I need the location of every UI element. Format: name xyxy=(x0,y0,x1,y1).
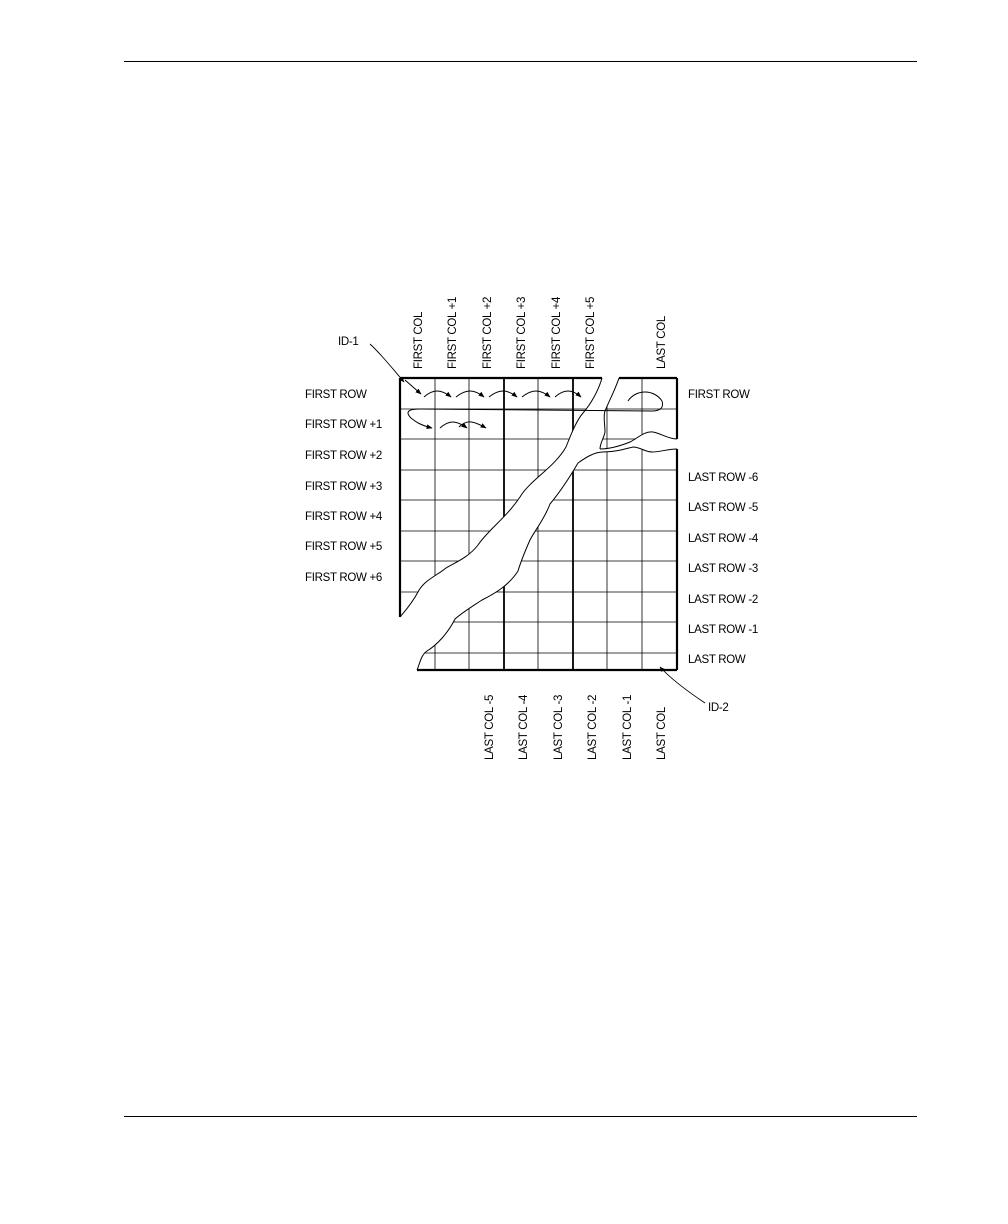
left-row-label-4: FIRST ROW +4 xyxy=(305,511,383,523)
left-row-label-1: FIRST ROW +1 xyxy=(305,419,383,431)
callout-leaders xyxy=(370,344,705,703)
bottom-col-label-2: LAST COL -3 xyxy=(553,694,565,760)
right-row-label-5: LAST ROW -2 xyxy=(688,594,758,606)
right-row-label-2: LAST ROW -5 xyxy=(688,502,758,514)
right-row-label-3: LAST ROW -4 xyxy=(688,533,758,545)
left-row-label-5: FIRST ROW +5 xyxy=(305,541,383,553)
top-col-label-2: FIRST COL +2 xyxy=(482,296,494,369)
top-col-label-0: FIRST COL xyxy=(413,311,425,369)
bottom-col-label-0: LAST COL -5 xyxy=(484,694,496,760)
grid-upper-left xyxy=(395,373,682,675)
left-row-label-6: FIRST ROW +6 xyxy=(305,572,383,584)
grid-frame xyxy=(400,378,677,670)
break-edges xyxy=(400,378,677,670)
top-column-labels xyxy=(413,296,668,369)
grid-upper-right xyxy=(395,373,682,675)
left-row-label-2: FIRST ROW +2 xyxy=(305,450,383,462)
bottom-column-labels xyxy=(484,694,668,760)
grid-lower-right xyxy=(395,373,682,675)
top-col-label-5: FIRST COL +5 xyxy=(585,296,597,369)
right-row-label-4: LAST ROW -3 xyxy=(688,563,758,575)
top-col-label-3: FIRST COL +3 xyxy=(516,296,528,369)
top-col-label-4: FIRST COL +4 xyxy=(551,296,563,369)
bottom-col-label-3: LAST COL -2 xyxy=(587,694,599,760)
left-row-labels xyxy=(305,389,383,584)
right-row-label-0: FIRST ROW xyxy=(688,389,750,401)
right-row-labels xyxy=(688,389,759,666)
right-row-label-1: LAST ROW -6 xyxy=(688,472,758,484)
callout-id-1: ID-1 xyxy=(338,336,359,348)
top-col-label-6: LAST COL xyxy=(656,316,668,369)
callout-id-2: ID-2 xyxy=(708,702,729,714)
top-col-label-1: FIRST COL +1 xyxy=(447,296,459,369)
scan-arrows xyxy=(405,380,663,428)
bottom-col-label-4: LAST COL -1 xyxy=(622,694,634,760)
bottom-col-label-5: LAST COL xyxy=(656,707,668,760)
right-row-label-7: LAST ROW xyxy=(688,654,746,666)
bottom-col-label-1: LAST COL -4 xyxy=(518,694,530,760)
left-row-label-3: FIRST ROW +3 xyxy=(305,481,383,493)
left-row-label-0: FIRST ROW xyxy=(305,389,367,401)
right-row-label-6: LAST ROW -1 xyxy=(688,624,758,636)
